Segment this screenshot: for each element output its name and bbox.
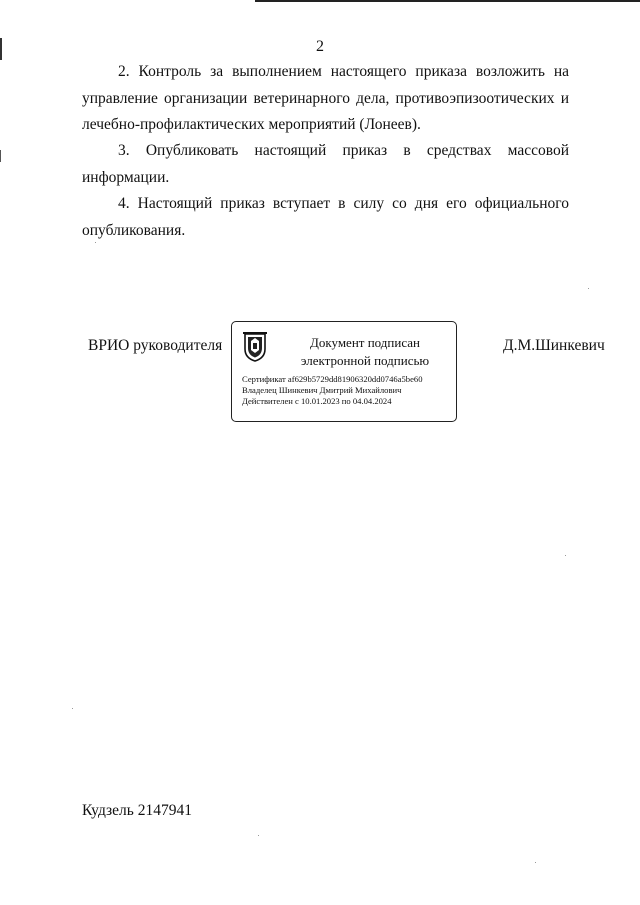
scan-speck [535, 862, 536, 863]
stamp-owner: Владелец Шинкевич Дмитрий Михайлович [242, 385, 402, 395]
coat-of-arms-icon [242, 331, 268, 363]
electronic-signature-stamp [231, 321, 457, 422]
stamp-title: Документ подписан [310, 335, 420, 350]
paragraph-2: 2. Контроль за выполнением настоящего приказа возложить на управление организации ветеринарного дела, противоэпизоотических и лечебно-профилактических мероприятий (Лонеев). [82, 63, 569, 133]
scan-edge-mark [0, 150, 1, 162]
signatory-name: Д.М.Шинкевич [503, 337, 605, 354]
scan-speck [588, 288, 589, 289]
scan-speck [72, 708, 73, 709]
stamp-validity: Действителен с 10.01.2023 по 04.04.2024 [242, 396, 392, 406]
scan-speck [95, 242, 96, 243]
page-number: 2 [316, 38, 324, 55]
signatory-role: ВРИО руководителя [88, 337, 223, 354]
executor-note: Кудзель 2147941 [82, 802, 192, 819]
stamp-subtitle: электронной подписью [300, 353, 430, 368]
paragraph-3: 3. Опубликовать настоящий приказ в средствах массовой информации. [82, 142, 569, 186]
top-border-line [255, 0, 640, 2]
paragraph-4: 4. Настоящий приказ вступает в силу со дня его официального опубликования. [82, 195, 569, 239]
scan-speck [258, 835, 259, 836]
scan-speck [565, 555, 566, 556]
stamp-certificate: Сертификат af629b5729dd81906320dd0746a5be60 [242, 374, 423, 384]
